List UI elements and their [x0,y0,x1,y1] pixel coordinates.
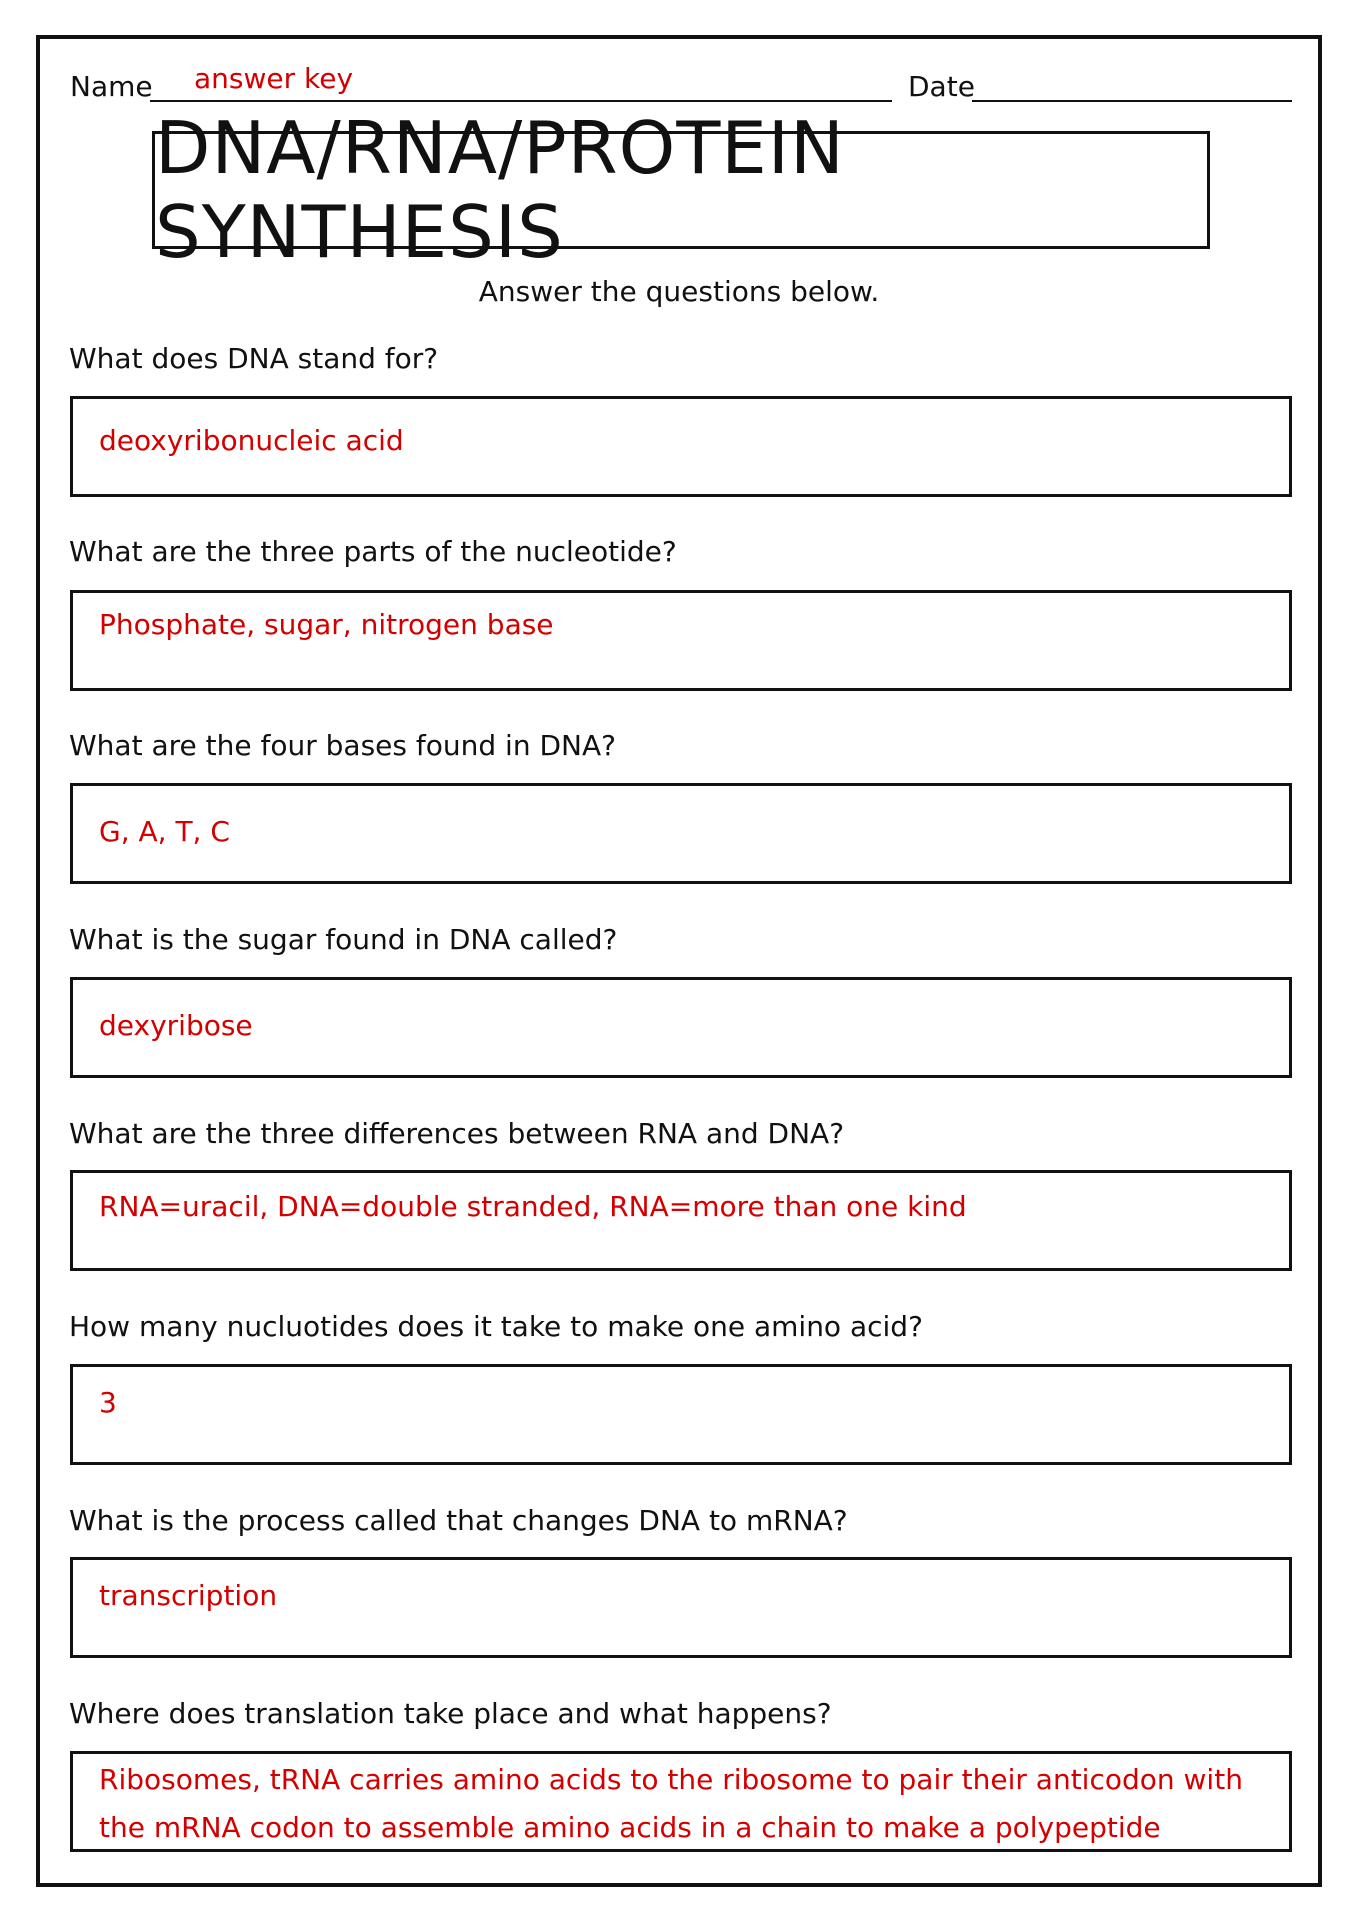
title-box [152,106,1210,274]
answer-box-7 [70,1557,1292,1658]
question-5: What are the three differences between RNA and DNA? [69,1117,845,1150]
answer-box-8 [70,1751,1292,1852]
answer-2: Phosphate, sugar, nitrogen base [99,608,554,641]
question-4: What is the sugar found in DNA called? [69,923,618,956]
name-label: Name [70,70,153,103]
question-7: What is the process called that changes DNA to mRNA? [69,1504,848,1537]
answer-box-3 [70,783,1292,884]
answer-3: G, A, T, C [99,815,230,848]
answer-6: 3 [99,1386,117,1419]
answer-5: RNA=uracil, DNA=double stranded, RNA=more than one kind [99,1190,967,1223]
answer-box-5 [70,1170,1292,1271]
date-line [972,100,1292,102]
answer-box-6 [70,1364,1292,1465]
answer-box-1 [70,396,1292,497]
answer-box-4 [70,977,1292,1078]
answer-7: transcription [99,1579,278,1612]
answer-8: Ribosomes, tRNA carries amino acids to the ribosome to pair their anticodon with the mRNA codon to assemble amino acids in a chain to make a polypeptide [99,1763,1243,1844]
question-2: What are the three parts of the nucleotide? [69,535,677,568]
instructions: Answer the questions below. [478,275,880,308]
page-title: DNA/RNA/PROTEIN SYNTHESIS [155,106,845,274]
answer-box-2 [70,590,1292,691]
answer-4: dexyribose [99,1009,253,1042]
answer-1: deoxyribonucleic acid [99,424,404,457]
name-line [150,100,892,102]
date-label: Date [908,70,975,103]
question-6: How many nucluotides does it take to make one amino acid? [69,1310,923,1343]
question-3: What are the four bases found in DNA? [69,729,616,762]
question-8: Where does translation take place and what happens? [69,1697,832,1730]
question-1: What does DNA stand for? [69,342,439,375]
header-row [70,62,1292,112]
name-value: answer key [194,62,354,95]
